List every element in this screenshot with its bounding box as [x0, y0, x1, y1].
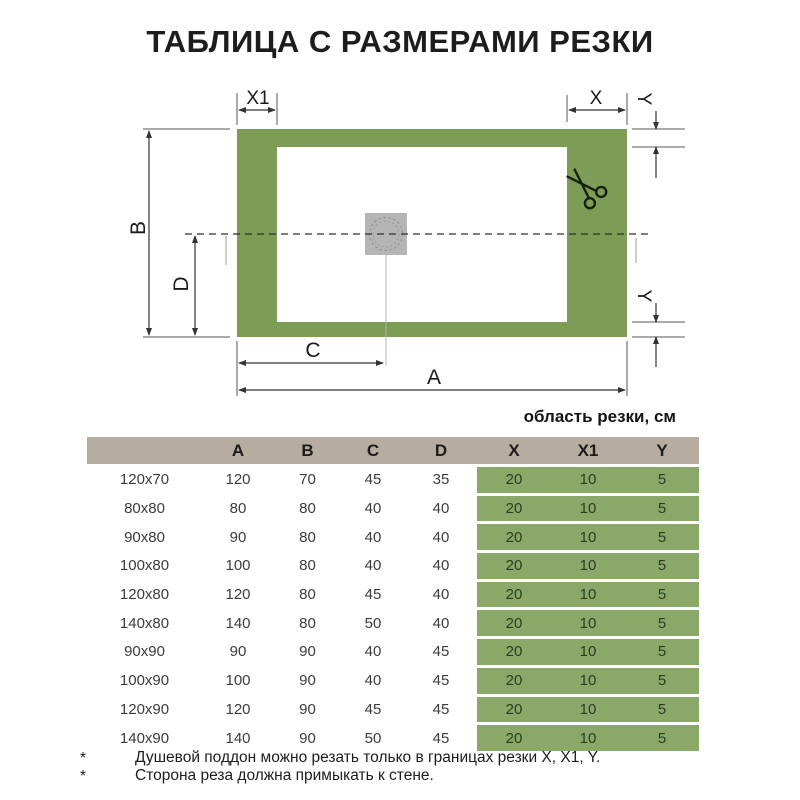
row-label: 120x80: [87, 582, 202, 611]
table-row: [87, 610, 699, 639]
size-cell: 45: [405, 697, 477, 726]
footnote-text: Сторона реза должна примыкать к стене.: [135, 767, 434, 784]
size-cell: 45: [405, 725, 477, 754]
row-label: 90x80: [87, 524, 202, 553]
size-cell: 80: [274, 582, 341, 611]
size-cell: 20: [477, 553, 551, 582]
row-label: 100x90: [87, 668, 202, 697]
size-cell: 20: [477, 697, 551, 726]
asterisk-marker: *: [80, 750, 87, 767]
size-cell: 20: [477, 610, 551, 639]
size-cell: 5: [625, 668, 699, 697]
dim-label-a: A: [426, 366, 442, 389]
page-title: ТАБЛИЦА С РАЗМЕРАМИ РЕЗКИ: [146, 24, 654, 59]
dim-label-b: B: [127, 220, 150, 236]
size-cell: 20: [477, 668, 551, 697]
size-cell: 5: [625, 553, 699, 582]
size-cell: 45: [341, 582, 405, 611]
size-table-head: [87, 437, 699, 467]
size-cell: 20: [477, 725, 551, 754]
row-label: 120x70: [87, 467, 202, 496]
row-label: 80x80: [87, 496, 202, 525]
size-cell: 80: [274, 553, 341, 582]
size-cell: 40: [341, 639, 405, 668]
size-table-body: [87, 467, 699, 754]
size-cell: 20: [477, 496, 551, 525]
footnote-1: [80, 749, 740, 767]
size-cell: 45: [341, 467, 405, 496]
size-cell: 40: [405, 524, 477, 553]
table-row: [87, 496, 699, 525]
size-cell: 10: [551, 610, 625, 639]
size-cell: 90: [274, 668, 341, 697]
cutting-diagram: [0, 85, 800, 400]
size-cell: 90: [274, 639, 341, 668]
size-cell: 80: [274, 610, 341, 639]
row-label: 100x80: [87, 553, 202, 582]
size-cell: 45: [405, 639, 477, 668]
size-cell: 140: [202, 610, 274, 639]
size-cell: 40: [405, 582, 477, 611]
table-row: [87, 697, 699, 726]
size-cell: 90: [274, 725, 341, 754]
size-cell: 45: [341, 697, 405, 726]
size-cell: 5: [625, 496, 699, 525]
size-cell: 40: [341, 496, 405, 525]
table-row: [87, 668, 699, 697]
size-cell: 50: [341, 610, 405, 639]
table-row: [87, 553, 699, 582]
size-cell: 35: [405, 467, 477, 496]
size-cell: 20: [477, 582, 551, 611]
size-cell: 90: [202, 639, 274, 668]
table-row: [87, 582, 699, 611]
size-cell: 20: [477, 467, 551, 496]
dim-label-x1: X1: [246, 88, 270, 109]
size-cell: 5: [625, 524, 699, 553]
size-cell: 80: [202, 496, 274, 525]
size-cell: 5: [625, 639, 699, 668]
size-cell: 90: [274, 697, 341, 726]
size-cell: 10: [551, 496, 625, 525]
header-row: [87, 437, 699, 467]
col-header-A: A: [202, 437, 274, 467]
size-cell: 90: [202, 524, 274, 553]
size-cell: 40: [405, 496, 477, 525]
size-cell: 10: [551, 467, 625, 496]
size-cell: 10: [551, 553, 625, 582]
asterisk-marker: *: [80, 768, 87, 785]
size-cell: 40: [341, 524, 405, 553]
size-cell: 120: [202, 582, 274, 611]
footnotes: [80, 749, 740, 785]
size-cell: 40: [341, 553, 405, 582]
size-cell: 100: [202, 668, 274, 697]
size-cell: 140: [202, 725, 274, 754]
size-cell: 5: [625, 697, 699, 726]
size-cell: 5: [625, 725, 699, 754]
col-header-D: D: [405, 437, 477, 467]
size-cell: 5: [625, 467, 699, 496]
size-cell: 120: [202, 697, 274, 726]
size-cell: 120: [202, 467, 274, 496]
size-cell: 80: [274, 496, 341, 525]
size-cell: 10: [551, 697, 625, 726]
size-cell: 40: [405, 553, 477, 582]
size-cell: 10: [551, 668, 625, 697]
size-cell: 70: [274, 467, 341, 496]
size-cell: 10: [551, 524, 625, 553]
size-cell: 40: [405, 610, 477, 639]
size-cell: 40: [341, 668, 405, 697]
dim-label-c: C: [305, 339, 321, 362]
size-table: [87, 437, 699, 754]
dim-label-y-bottom: Y: [633, 289, 654, 303]
size-cell: 5: [625, 582, 699, 611]
col-header-C: C: [341, 437, 405, 467]
size-cell: 100: [202, 553, 274, 582]
row-label: 140x90: [87, 725, 202, 754]
table-row: [87, 467, 699, 496]
size-cell: 20: [477, 524, 551, 553]
col-header-empty: [87, 437, 202, 467]
dim-label-y-top: Y: [633, 92, 654, 106]
footnote-text: Душевой поддон можно резать только в границах резки X, X1, Y.: [135, 749, 601, 766]
size-cell: 10: [551, 639, 625, 668]
dim-label-d: D: [170, 276, 193, 292]
size-cell: 10: [551, 725, 625, 754]
size-cell: 5: [625, 610, 699, 639]
row-label: 90x90: [87, 639, 202, 668]
dim-label-x: X: [589, 88, 603, 109]
col-header-Y: Y: [625, 437, 699, 467]
size-cell: 80: [274, 524, 341, 553]
size-cell: 10: [551, 582, 625, 611]
footnote-2: [80, 767, 740, 785]
col-header-X1: X1: [551, 437, 625, 467]
size-cell: 50: [341, 725, 405, 754]
row-label: 140x80: [87, 610, 202, 639]
col-header-B: B: [274, 437, 341, 467]
table-row: [87, 524, 699, 553]
size-cell: 20: [477, 639, 551, 668]
table-row: [87, 639, 699, 668]
row-label: 120x90: [87, 697, 202, 726]
size-cell: 45: [405, 668, 477, 697]
col-header-X: X: [477, 437, 551, 467]
cut-area-note: область резки, см: [523, 407, 676, 426]
